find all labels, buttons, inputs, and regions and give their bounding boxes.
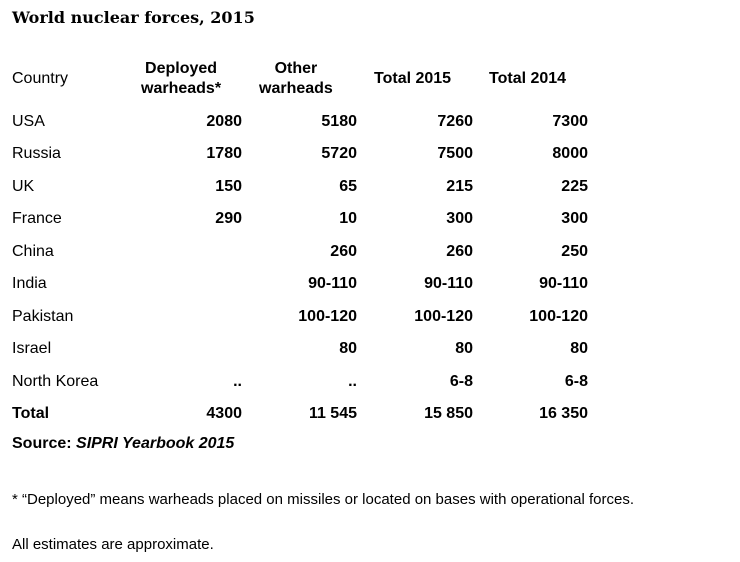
table-row: [0, 142, 740, 166]
total-2014-cell: 90-110: [539, 275, 588, 292]
total-2014-cell: 80: [570, 340, 588, 357]
header-other-line1: Other: [274, 60, 318, 77]
country-cell: China: [12, 243, 54, 260]
country-cell: USA: [12, 113, 45, 130]
deployed-cell: 4300: [206, 405, 242, 422]
deployed-footnote: * “Deployed” means warheads placed on missiles or located on bases with operational forces.: [12, 491, 634, 508]
other-cell: 100-120: [298, 308, 357, 325]
source-name: SIPRI Yearbook 2015: [76, 435, 235, 452]
total-2015-cell: 100-120: [414, 308, 473, 325]
header-other-line2: warheads: [259, 80, 333, 97]
other-cell: ..: [348, 373, 357, 390]
country-cell: Israel: [12, 340, 52, 357]
table-row: [0, 175, 740, 199]
source-line: [12, 435, 234, 453]
total-2015-cell: 80: [455, 340, 473, 357]
header-total-2014: Total 2014: [489, 70, 567, 87]
other-cell: 10: [339, 210, 357, 227]
country-cell: North Korea: [12, 373, 99, 390]
country-cell: Total: [12, 405, 50, 422]
total-2014-cell: 300: [561, 210, 588, 227]
total-2015-cell: 15 850: [424, 405, 473, 422]
deployed-cell: 290: [215, 210, 242, 227]
source-prefix: Source:: [12, 435, 77, 452]
table-row: [0, 370, 740, 394]
table-row: [0, 305, 740, 329]
other-cell: 5720: [321, 145, 357, 162]
total-2015-cell: 260: [446, 243, 473, 260]
other-cell: 11 545: [308, 405, 357, 422]
total-2015-cell: 7260: [437, 113, 473, 130]
other-cell: 90-110: [308, 275, 357, 292]
deployed-cell: 2080: [206, 113, 242, 130]
total-2015-cell: 7500: [437, 145, 473, 162]
total-2015-cell: 300: [446, 210, 473, 227]
other-cell: 5180: [321, 113, 357, 130]
deployed-cell: ..: [233, 373, 242, 390]
total-2014-cell: 8000: [552, 145, 588, 162]
country-cell: India: [12, 275, 47, 292]
country-cell: France: [12, 210, 62, 227]
country-cell: Russia: [12, 145, 61, 162]
header-country: Country: [12, 70, 69, 87]
header-deployed-warheads: [141, 59, 221, 99]
deployed-cell: 1780: [206, 145, 242, 162]
total-2014-cell: 7300: [552, 113, 588, 130]
table-row: [0, 337, 740, 361]
table-title: World nuclear forces, 2015: [12, 8, 255, 27]
country-cell: UK: [12, 178, 35, 195]
header-deployed-line2: warheads*: [141, 80, 222, 97]
total-2015-cell: 6-8: [449, 373, 473, 390]
total-2014-cell: 225: [561, 178, 588, 195]
table-row: [0, 240, 740, 264]
total-2015-cell: 215: [446, 178, 473, 195]
header-total-2015: Total 2015: [374, 70, 452, 87]
header-other-warheads: [259, 59, 333, 99]
table-row: [0, 110, 740, 134]
deployed-cell: 150: [215, 178, 242, 195]
table-row: [0, 272, 740, 296]
total-2014-cell: 6-8: [564, 373, 588, 390]
table-total-row: [0, 402, 740, 426]
country-cell: Pakistan: [12, 308, 74, 325]
other-cell: 260: [330, 243, 357, 260]
other-cell: 80: [339, 340, 357, 357]
total-2015-cell: 90-110: [424, 275, 473, 292]
total-2014-cell: 16 350: [539, 405, 588, 422]
table-row: [0, 207, 740, 231]
estimates-note: All estimates are approximate.: [12, 536, 214, 553]
other-cell: 65: [339, 178, 357, 195]
header-deployed-line1: Deployed: [145, 60, 218, 77]
total-2014-cell: 100-120: [529, 308, 588, 325]
total-2014-cell: 250: [561, 243, 588, 260]
